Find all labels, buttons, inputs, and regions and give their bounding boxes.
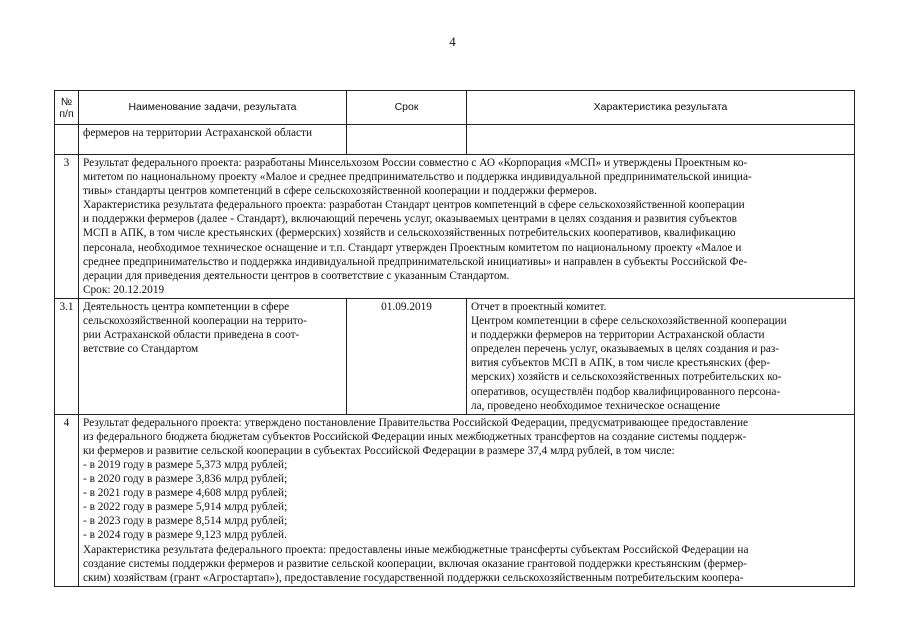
text-line: Результат федерального проекта: утверждено постановление Правительства Российской Федерации, предусматривающее предоставление [83, 416, 749, 429]
char-line: и поддержки фермеров на территории Астраханской области [471, 329, 765, 342]
row-3-text [79, 155, 855, 299]
table-row-continuation [55, 125, 855, 155]
list-item: - в 2019 году в размере 5,373 млрд рублей; [83, 458, 288, 471]
task-line: Деятельность центра компетенции в сфере [83, 300, 290, 313]
header-task: Наименование задачи, результата [79, 91, 347, 125]
text-line: Результат федерального проекта: разработаны Минсельхозом России совместно с АО «Корпорация «МСП» и утверждены Проектным ко- [83, 157, 748, 169]
text-line: ским) хозяйствам (грант «Агростартап»), предоставление государственной поддержки сельскохозяйственным потребительским коопера- [83, 571, 744, 584]
row-number: 4 [55, 414, 79, 586]
text-line: среднее предпринимательство и поддержка индивидуальной предпринимательской инициативы» и направлен в субъекты Российской Фе- [83, 255, 748, 268]
cell-term [347, 125, 467, 155]
table-row-3 [55, 155, 855, 299]
cell-characteristic [467, 125, 855, 155]
header-term: Срок [347, 91, 467, 125]
cell-num [55, 125, 79, 155]
char-line: вития субъектов МСП в АПК, в том числе крестьянских (фер- [471, 357, 771, 370]
text-line: митетом по национальному проекту «Малое и среднее предпринимательство и поддержка индивидуальной предпринимательской инициа- [83, 171, 752, 184]
task-line: сельскохозяйственной кооперации на террито- [83, 315, 307, 328]
text-line: Характеристика результата федерального проекта: разработан Стандарт центров компетенций в сфере сельскохозяйственной кооперации [83, 199, 745, 212]
char-line: оперативов, осуществлён подбор квалифицированного персона- [471, 385, 781, 398]
deadline-line: Срок: 20.12.2019 [83, 283, 165, 296]
row-3-1-term: 01.09.2019 [347, 298, 467, 414]
header-num: № п/п [55, 91, 79, 125]
char-line: мерских) хозяйств и сельскохозяйственных потребительских ко- [471, 371, 782, 384]
table-row-4 [55, 414, 855, 586]
list-item: - в 2022 году в размере 5,914 млрд рублей; [83, 501, 288, 514]
text-line: ки фермеров и развитие сельской кооперации в субъектах Российской Федерации в размере 37,4 млрд рублей, в том числе: [83, 444, 675, 457]
text-line: персонала, необходимое техническое оснащение и т.п. Стандарт утвержден Проектным комитетом по национальному проекту «Малое и [83, 241, 742, 254]
header-characteristic: Характеристика результата [467, 91, 855, 125]
char-line: определен перечень услуг, оказываемых в целях создания и раз- [471, 343, 780, 356]
list-item: - в 2023 году в размере 8,514 млрд рублей; [83, 515, 288, 528]
row-3-1-characteristic [467, 298, 855, 414]
row-4-text [79, 414, 855, 586]
cell-task: фермеров на территории Астраханской области [79, 125, 347, 155]
list-item: - в 2024 году в размере 9,123 млрд рублей. [83, 529, 287, 542]
page-number: 4 [449, 34, 456, 49]
list-item: - в 2021 году в размере 4,608 млрд рублей; [83, 487, 288, 500]
row-number: 3.1 [55, 298, 79, 414]
text-line: МСП в АПК, в том числе крестьянских (фермерских) хозяйств и сельскохозяйственных потребительских кооперативов, квалификацию [83, 227, 736, 240]
text-line: и поддержки фермеров (далее - Стандарт), включающий перечень услуг, оказываемых центрами в целях создания и развития субъектов [83, 213, 737, 226]
row-number: 3 [55, 155, 79, 299]
text-line: Характеристика результата федерального проекта: предоставлены иные межбюджетные трансферты субъектам Российской Федерации на [83, 543, 749, 556]
results-table [54, 90, 855, 587]
task-line: ветствие со Стандартом [83, 343, 199, 356]
char-line: Центром компетенции в сфере сельскохозяйственной кооперации [471, 315, 787, 328]
table-header-row [55, 91, 855, 125]
task-line: рии Астраханской области приведена в соот- [83, 329, 300, 342]
char-line: Отчет в проектный комитет. [471, 300, 607, 313]
list-item: - в 2020 году в размере 3,836 млрд рублей; [83, 473, 288, 486]
text-line: тивы» стандарты центров компетенций в сфере сельскохозяйственной кооперации и поддержки фермеров. [83, 185, 597, 198]
text-line: создание системы поддержки фермеров и развитие сельской кооперации, включая оказание грантовой поддержки крестьянским (фермер- [83, 557, 747, 570]
row-3-1-task [79, 298, 347, 414]
table-row-3-1 [55, 298, 855, 414]
text-line: дерации для приведения деятельности центров в соответствие с указанным Стандартом. [83, 269, 510, 282]
char-line: ла, проведено необходимое техническое оснащение [471, 399, 721, 412]
text-line: из федерального бюджета бюджетам субъектов Российской Федерации иных межбюджетных трансфертов на создание системы поддерж- [83, 430, 747, 443]
